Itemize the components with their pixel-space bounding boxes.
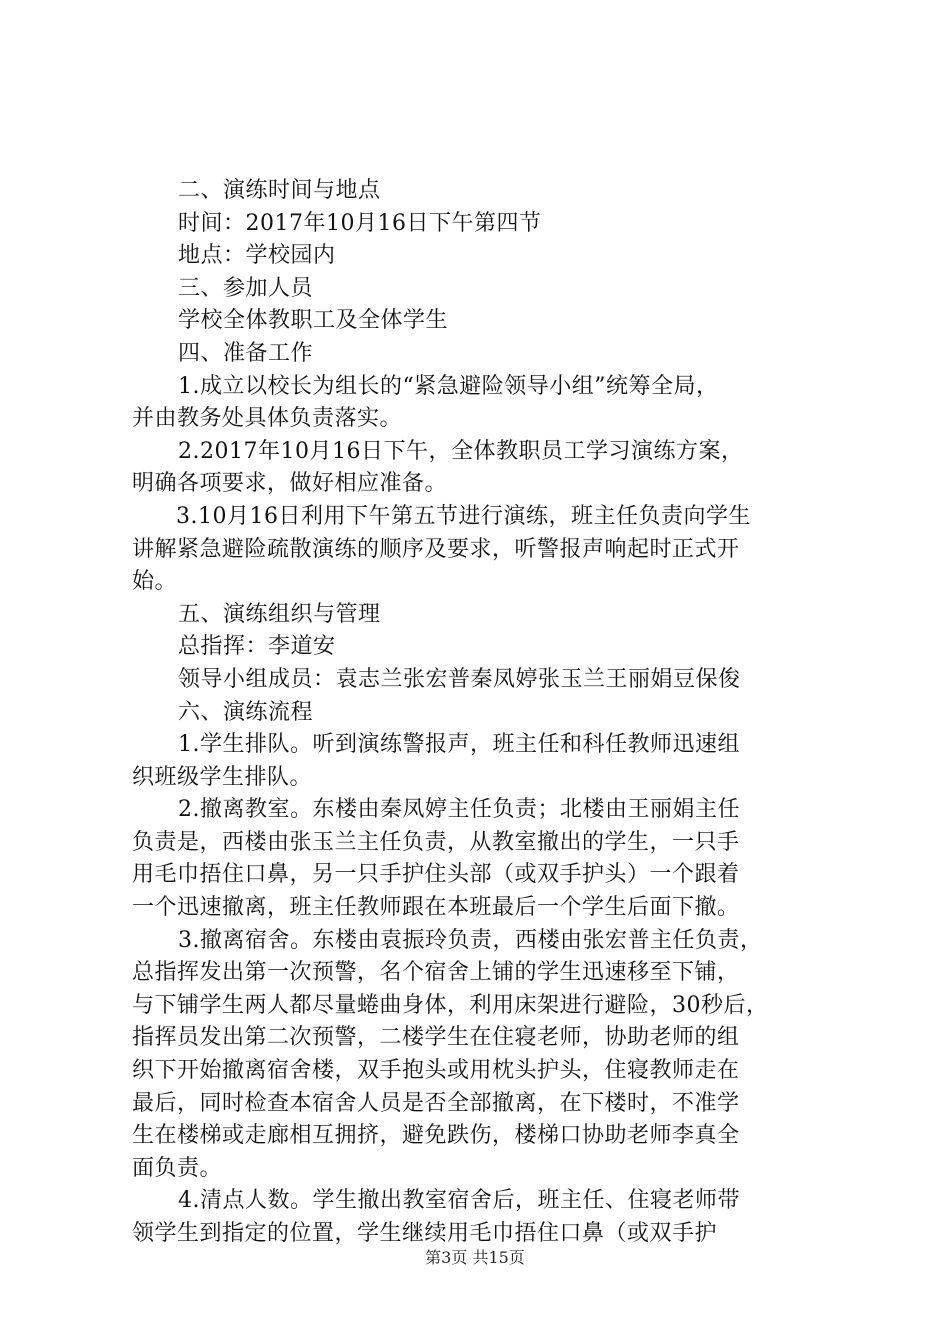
paragraph-line: 一个迅速撤离，班主任教师跟在本班最后一个学生后面下撤。 (132, 895, 740, 921)
paragraph-line: 3.撤离宿舍。东楼由袁振玲负责，西楼由张宏普主任负责， (178, 927, 763, 953)
section-heading: 六、演练流程 (178, 699, 314, 725)
paragraph-line: 学校全体教职工及全体学生 (178, 308, 449, 334)
section-heading: 四、准备工作 (178, 340, 314, 366)
paragraph-line: 始。 (132, 569, 178, 595)
section-heading: 二、演练时间与地点 (178, 178, 381, 203)
paragraph-line: 2.2017年10月16日下午，全体教职员工学习演练方案， (178, 438, 744, 464)
paragraph-line: 2.撤离教室。东楼由秦凤婷主任负责；北楼由王丽娟主任 (178, 797, 740, 823)
paragraph-line: 面负责。 (132, 1155, 223, 1181)
page-number-footer: 第3页 共15页 (425, 1248, 525, 1267)
paragraph-line: 地点：学校园内 (178, 243, 336, 269)
paragraph-line: 生在楼梯或走廊相互拥挤，避免跌伤，楼梯口协助老师李真全 (132, 1123, 740, 1149)
paragraph-line: 时间：2017年10月16日下午第四节 (178, 210, 542, 236)
paragraph-line: 与下铺学生两人都尽量蜷曲身体，利用床架进行避险，30秒后， (132, 992, 769, 1018)
paragraph-line: 讲解紧急避险疏散演练的顺序及要求，听警报声响起时正式开 (132, 536, 740, 562)
paragraph-line: 1.学生排队。听到演练警报声，班主任和科任教师迅速组 (178, 732, 740, 758)
section-heading: 三、参加人员 (178, 275, 314, 301)
paragraph-line: 最后，同时检查本宿舍人员是否全部撤离，在下楼时，不准学 (132, 1090, 740, 1116)
paragraph-line: 4.清点人数。学生撤出教室宿舍后，班主任、住寝老师带 (178, 1188, 740, 1214)
paragraph-line: 3.10月16日利用下午第五节进行演练，班主任负责向学生 (176, 503, 751, 529)
paragraph-line: 1.成立以校长为组长的“紧急避险领导小组”统筹全局， (178, 373, 719, 399)
section-heading: 五、演练组织与管理 (178, 601, 381, 627)
paragraph-line: 明确各项要求，做好相应准备。 (132, 471, 448, 497)
paragraph-line: 织班级学生排队。 (132, 764, 313, 790)
document-body (132, 175, 832, 1251)
paragraph-line: 并由教务处具体负责落实。 (132, 406, 403, 432)
paragraph-line: 负责是，西楼由张玉兰主任负责，从教室撤出的学生，一只手 (132, 829, 740, 855)
paragraph-line: 领导小组成员：袁志兰张宏普秦凤婷张玉兰王丽娟豆保俊 (178, 666, 741, 692)
paragraph-line: 织下开始撤离宿舍楼，双手抱头或用枕头护头，住寝教师走在 (132, 1058, 740, 1084)
paragraph-line: 指挥员发出第二次预警，二楼学生在住寝老师，协助老师的组 (132, 1025, 740, 1051)
paragraph-line: 总指挥：李道安 (178, 634, 336, 660)
paragraph-line: 总指挥发出第一次预警，名个宿舍上铺的学生迅速移至下铺， (132, 960, 740, 986)
paragraph-line: 领学生到指定的位置，学生继续用毛巾捂住口鼻（或双手护 (132, 1221, 718, 1246)
paragraph-line: 用毛巾捂住口鼻，另一只手护住头部（或双手护头）一个跟着 (132, 862, 740, 888)
